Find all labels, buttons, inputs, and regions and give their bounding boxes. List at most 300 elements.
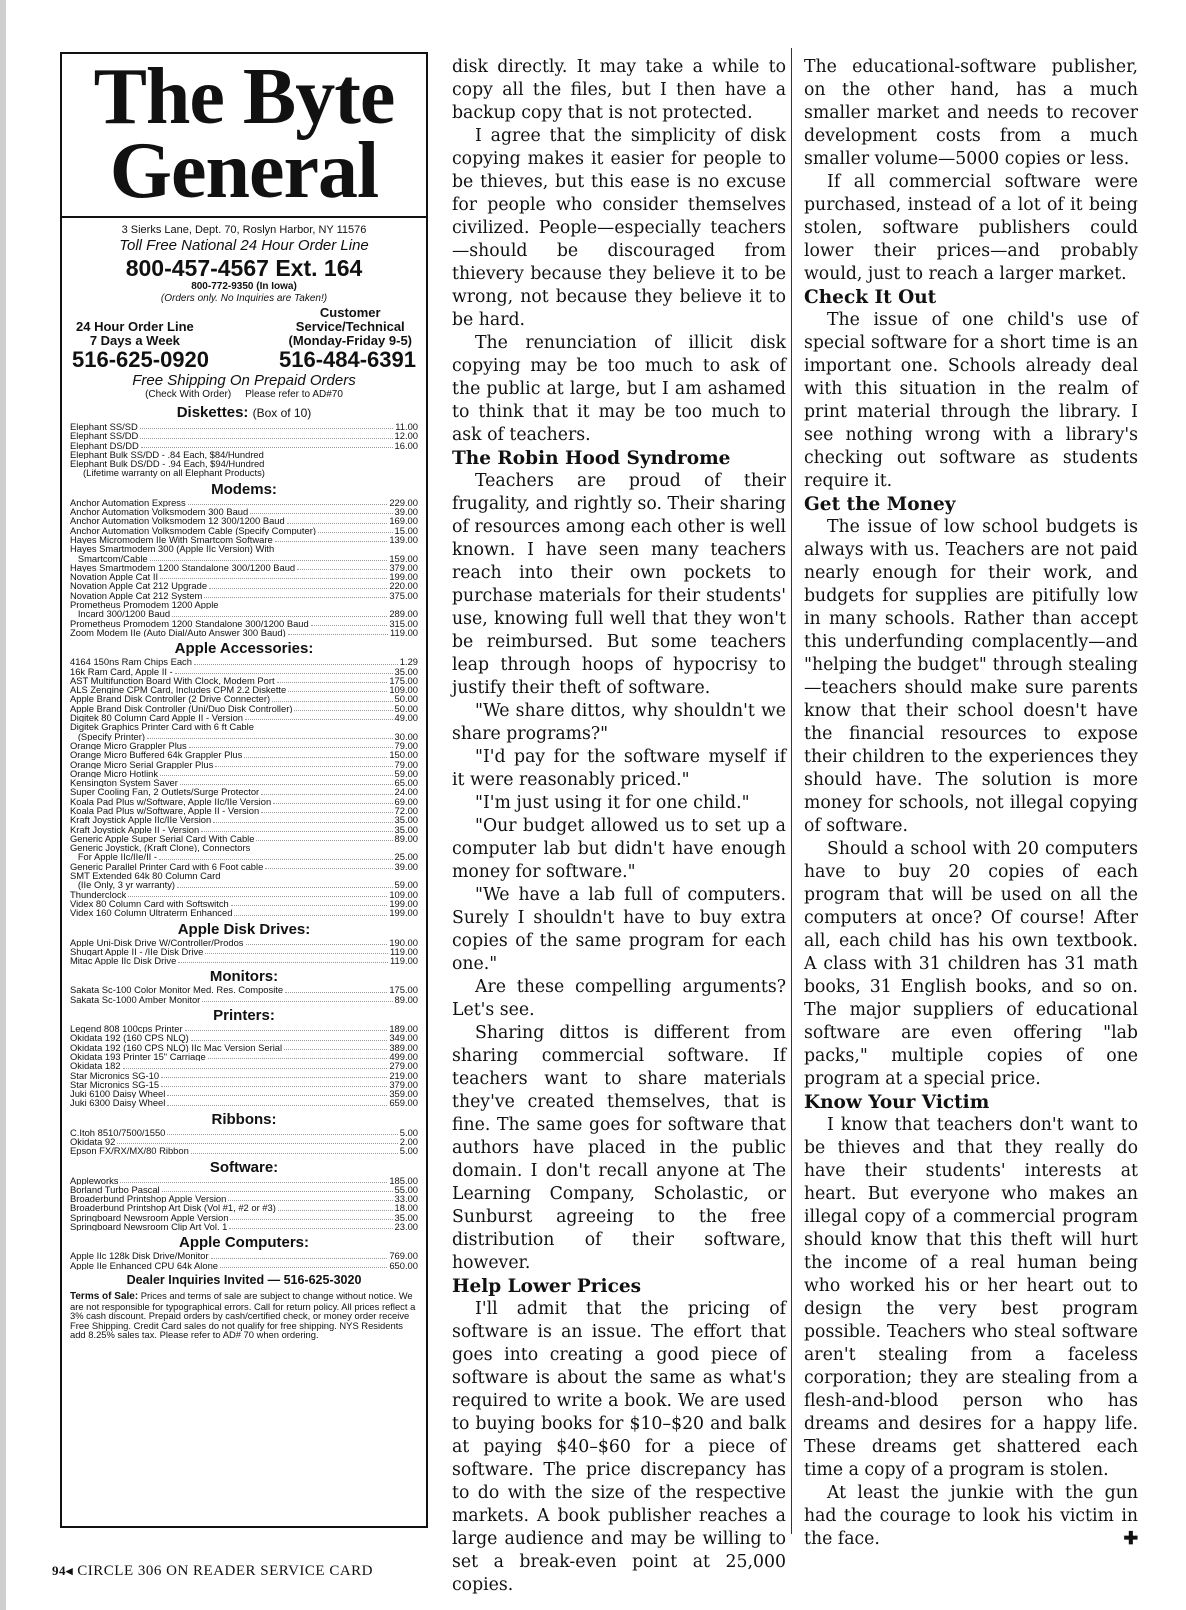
- price-list-item: [70, 890, 418, 899]
- leader-dots: [191, 1033, 388, 1040]
- leader-dots: [277, 676, 388, 683]
- ad-check-note: (Check With Order) Please refer to AD#70: [145, 389, 343, 400]
- item-price: 50.00: [394, 702, 418, 714]
- leader-dots: [285, 985, 387, 992]
- leader-dots: [141, 441, 393, 448]
- section-heading: [70, 968, 418, 985]
- item-name: SMT Extended 64k 80 Column Card: [70, 871, 221, 881]
- item-price: 12.00: [394, 430, 418, 442]
- section-heading: [70, 921, 418, 938]
- leader-dots: [162, 1185, 393, 1192]
- item-price: 79.00: [394, 739, 418, 751]
- service-label-2: Service/Technical: [295, 319, 405, 334]
- item-name: Generic Parallel Printer Card with 6 Foot cable: [70, 861, 264, 872]
- item-name: Springboard Newsroom Apple Version: [70, 1212, 229, 1223]
- item-name: Kensington System Saver: [70, 778, 178, 788]
- advertisement-box: [60, 52, 428, 1528]
- leader-dots: [256, 834, 392, 841]
- leader-dots: [160, 769, 392, 776]
- paragraph: "Our budget allowed us to set up a computer lab but didn't have enough money for software.": [452, 816, 786, 882]
- leader-dots: [213, 815, 392, 822]
- leader-dots: [140, 422, 393, 429]
- item-price: 25.00: [394, 851, 418, 863]
- item-name: Anchor Automation Express: [70, 497, 186, 508]
- price-list-item: [70, 880, 418, 889]
- leader-dots: [178, 956, 388, 963]
- price-list-item: [70, 995, 418, 1004]
- item-name: Digitek Graphics Printer Card with 6 ft Cable: [70, 722, 254, 732]
- price-list-item: [70, 778, 418, 787]
- price-list-item: [70, 722, 418, 731]
- item-name: Epson FX/RX/MX/80 Ribbon: [70, 1146, 189, 1156]
- leader-dots: [275, 535, 388, 542]
- price-list-item: [70, 1024, 418, 1033]
- price-list-item: [70, 507, 418, 516]
- price-list-item: [70, 676, 418, 685]
- item-price: 35.00: [394, 665, 418, 677]
- item-price: 18.00: [394, 1202, 418, 1214]
- ad-title-line-2: General: [109, 127, 379, 215]
- ad-dealer-inquiries: Dealer Inquiries Invited — 516-625-3020: [126, 1272, 362, 1287]
- section-heading: [70, 1234, 418, 1251]
- price-list-item: [70, 713, 418, 722]
- item-price: 315.00: [389, 617, 418, 629]
- item-name: Apple Uni-Disk Drive W/Controller/Prodos: [70, 937, 244, 947]
- item-price: 169.00: [389, 515, 418, 527]
- leader-dots: [180, 778, 393, 785]
- leader-dots: [294, 704, 392, 711]
- service-label-1: Customer: [319, 305, 381, 320]
- leader-dots: [123, 1061, 388, 1068]
- ad-lines-labels: [70, 306, 418, 348]
- item-name: Kraft Joystick Apple IIc/IIe Version: [70, 815, 212, 825]
- item-name: Hayes Smartmodem 1200 Standalone 300/1200 Baud: [70, 562, 296, 573]
- price-list-item: [70, 1194, 418, 1203]
- ad-service-label: [288, 306, 412, 348]
- item-price: 35.00: [394, 823, 418, 835]
- price-list-item: [70, 431, 418, 440]
- price-list-item: [70, 1213, 418, 1222]
- paragraph: disk directly. It may take a while to copy all the files, but I then have a backup copy that is not protected.: [452, 57, 786, 123]
- column-divider: [791, 48, 792, 1534]
- leader-dots: [261, 787, 392, 794]
- leader-dots: [175, 667, 393, 674]
- item-name: Appleworks: [70, 1175, 119, 1185]
- item-name: For Apple IIc/IIe/II -: [70, 852, 158, 862]
- item-name: Elephant Bulk DS/DD - .94 Each, $94/Hundred: [70, 459, 265, 469]
- price-list-item: [70, 694, 418, 703]
- price-list-item: [70, 572, 418, 581]
- item-name: Apple IIe Enhanced CPU 64k Alone: [70, 1260, 219, 1270]
- leader-dots: [228, 1194, 392, 1201]
- item-name: Juki 6300 Daisy Wheel: [70, 1098, 166, 1108]
- price-list-item: [70, 732, 418, 741]
- price-list-item: [70, 806, 418, 815]
- item-price: 89.00: [394, 832, 418, 844]
- page-edge: [0, 0, 6, 1610]
- section-heading: Know Your Victim: [804, 1092, 990, 1113]
- section-heading: [70, 404, 418, 422]
- price-list-item: [70, 1176, 418, 1185]
- price-list-item: [70, 459, 418, 468]
- price-list-item: [70, 899, 418, 908]
- price-list-item: [70, 1052, 418, 1061]
- item-price: 119.00: [390, 945, 418, 957]
- terms-text: Prices and terms of sale are subject to change without notice. We are not responsible for typographical errors. Call for return policy. All prices reflect a 3% cash discount. Prepaid orders by cash/certified check, or money order receive Free Shipping. Credit Card sales do not qualify for free shipping. NYS Residents add 8.25% sales tax. Please refer to AD# 70 when ordering.: [70, 1289, 416, 1341]
- paragraph: "We have a lab full of computers. Surely I shouldn't have to buy extra copies of the same program for each one.": [452, 885, 786, 974]
- item-price: 650.00: [389, 1259, 418, 1271]
- item-name: Apple Brand Disk Controller (2 Drive Connecter): [70, 694, 271, 704]
- page-arrow: ◂: [66, 1563, 74, 1578]
- price-list-item: [70, 956, 418, 965]
- ad-title-divider: [62, 216, 426, 218]
- section-heading-text: Software:: [209, 1158, 279, 1176]
- item-price: 89.00: [394, 993, 418, 1005]
- item-name: Hayes Smartmodem 300 (Apple IIc Version) With: [70, 544, 275, 554]
- leader-dots: [201, 825, 392, 832]
- item-price: 2.00: [399, 1136, 418, 1147]
- price-list-item: [70, 544, 418, 553]
- price-list-item: [70, 1061, 418, 1070]
- leader-dots: [273, 797, 392, 804]
- paragraph: The issue of low school budgets is always with us. Teachers are not paid nearly enough for their work, and budgets for supplies are pitifully low in many schools. Rather than accept this underfunding complacently—and "helping the budget" through stealing—teachers should make sure parents know that their school doesn't have the financial resources to expose their children to the experiences they should have. The solution is more money for schools, not illegal copying of software.: [804, 517, 1138, 836]
- item-price: 23.00: [394, 1221, 418, 1233]
- price-list-item: [70, 1071, 418, 1080]
- section-heading-text: Apple Disk Drives:: [177, 920, 311, 938]
- item-price: 109.00: [389, 684, 418, 696]
- item-price: 349.00: [389, 1032, 418, 1044]
- price-list-item: [70, 685, 418, 694]
- section-heading: [70, 1159, 418, 1176]
- leader-dots: [288, 685, 387, 692]
- price-list-item: [70, 787, 418, 796]
- price-list-item: [70, 985, 418, 994]
- item-price: 79.00: [394, 758, 418, 770]
- item-price: 139.00: [389, 533, 418, 545]
- item-name: Borland Turbo Pascal: [70, 1184, 160, 1195]
- item-price: 185.00: [389, 1174, 418, 1186]
- price-list-item: [70, 825, 418, 834]
- leader-dots: [246, 938, 388, 945]
- leader-dots: [297, 563, 387, 570]
- leader-dots: [189, 741, 393, 748]
- end-mark-icon: ✚: [1123, 1529, 1138, 1549]
- price-list-item: [70, 422, 418, 431]
- price-list-item: [70, 704, 418, 713]
- leader-dots: [159, 852, 393, 859]
- paragraph: "I'm just using it for one child.": [475, 793, 750, 813]
- reader-service-text: CIRCLE 306 ON READER SERVICE CARD: [77, 1563, 374, 1579]
- item-name: Anchor Automation Volksmodem 300 Baud: [70, 507, 249, 517]
- section-heading: [70, 481, 418, 498]
- leader-dots: [161, 1071, 387, 1078]
- price-list-item: [70, 1222, 418, 1231]
- paragraph: I'll admit that the pricing of software is an issue. The effort that goes into creating a good piece of software is about the same as what's required to write a book. We are used to buying books for $10–$20 and balk at paying $40–$60 for a piece of software. The price discrepancy has to do with the size of the respective markets. A book publisher reaches a large audience and may be willing to set a break-even point at 25,000 copies.: [452, 1299, 786, 1595]
- item-price: 33.00: [394, 1193, 418, 1205]
- item-price: 24.00: [394, 786, 418, 798]
- price-list-item: [70, 1185, 418, 1194]
- item-price: 65.00: [394, 777, 418, 789]
- section-heading: Check It Out: [804, 287, 937, 308]
- item-name: Mitac Apple IIc Disk Drive: [70, 956, 177, 966]
- paragraph: Sharing dittos is different from sharing commercial software. If teachers want to share materials they've created themselves, that is fine. The same goes for software that authors have placed in the public domain. I don't recall anyone at The Learning Company, Scholastic, or Sunburst agreeing to the free distribution of their software, however.: [452, 1023, 786, 1273]
- leader-dots: [172, 609, 387, 616]
- item-name: Videx 80 Column Card with Softswitch: [70, 898, 229, 909]
- price-list-item: [70, 843, 418, 852]
- price-list-item: [70, 769, 418, 778]
- item-name: Orange Micro Serial Grappler Plus: [70, 759, 214, 769]
- item-price: 389.00: [389, 1041, 418, 1053]
- item-name: Sakata Sc-1000 Amber Monitor: [70, 994, 201, 1005]
- item-price: 359.00: [389, 1088, 418, 1100]
- price-list-item: [70, 947, 418, 956]
- leader-dots: [147, 732, 393, 739]
- leader-dots: [288, 628, 388, 635]
- article-column-1: [452, 56, 786, 1597]
- item-price: 229.00: [389, 496, 418, 508]
- leader-dots: [140, 431, 392, 438]
- price-list-item: [70, 516, 418, 525]
- ad-phone-service: 516-484-6391: [278, 347, 416, 372]
- leader-dots: [318, 526, 393, 533]
- item-name: Legend 808 100cps Printer: [70, 1024, 183, 1034]
- price-list-item: [70, 468, 418, 477]
- section-subheading: (Box of 10): [252, 406, 312, 420]
- price-list: [70, 1251, 418, 1270]
- price-list-item: [70, 1043, 418, 1052]
- price-list-item: [70, 657, 418, 666]
- price-list-item: [70, 535, 418, 544]
- item-name: 4164 150ns Ram Chips Each: [70, 657, 192, 667]
- price-list-item: [70, 1137, 418, 1146]
- item-name: Incard 300/1200 Baud: [70, 609, 171, 619]
- item-name: (Lifetime warranty on all Elephant Products): [70, 468, 265, 478]
- item-name: AST Multifunction Board With Clock, Modem Port: [70, 675, 275, 686]
- leader-dots: [287, 516, 388, 523]
- leader-dots: [265, 862, 392, 869]
- item-price: 1.29: [399, 656, 418, 668]
- terms-label: Terms of Sale:: [70, 1290, 139, 1302]
- price-list-item: [70, 1251, 418, 1260]
- item-price: 119.00: [390, 626, 418, 638]
- item-price: 59.00: [394, 767, 418, 779]
- price-list-item: [70, 667, 418, 676]
- item-name: 16k Ram Card, Apple II -: [70, 666, 173, 676]
- item-name: Orange Micro Buffered 64k Grappler Plus: [70, 750, 243, 760]
- item-name: ALS Zengine CPM Card, Includes CPM 2.2 Diskette: [70, 685, 287, 695]
- price-list-item: [70, 938, 418, 947]
- price-list-item: [70, 628, 418, 637]
- item-price: 119.00: [390, 955, 418, 967]
- price-list-item: [70, 609, 418, 618]
- price-list-item: [70, 600, 418, 609]
- ad-phone-iowa: 800-772-9350 (In Iowa): [191, 281, 297, 292]
- leader-dots: [208, 1052, 388, 1059]
- item-price: 30.00: [394, 730, 418, 742]
- item-name: Anchor Automation Volksmodem 12 300/1200 Baud: [70, 516, 285, 526]
- order-line-label-1: 24 Hour Order Line: [76, 319, 194, 334]
- item-name: Elephant Bulk SS/DD - .84 Each, $84/Hundred: [70, 449, 264, 460]
- section-heading-text: Modems:: [211, 480, 277, 498]
- leader-dots: [229, 1222, 392, 1229]
- section-heading-text: Printers:: [213, 1007, 275, 1025]
- item-price: 11.00: [395, 421, 418, 432]
- item-price: 189.00: [389, 1023, 418, 1035]
- ad-title: [70, 53, 418, 215]
- price-list-item: [70, 815, 418, 824]
- ad-price-list: [70, 404, 418, 1270]
- item-price: 49.00: [394, 712, 418, 724]
- leader-dots: [231, 899, 388, 906]
- item-name: C.Itoh 8510/7500/1550: [70, 1127, 166, 1137]
- leader-dots: [261, 806, 392, 813]
- price-list: [70, 985, 418, 1004]
- ad-tollfree-label: Toll Free National 24 Hour Order Line: [119, 237, 369, 254]
- price-list: [70, 422, 418, 478]
- price-list-item: [70, 1098, 418, 1107]
- page-footer: [52, 1563, 373, 1580]
- price-list-item: [70, 441, 418, 450]
- item-price: 5.00: [399, 1126, 418, 1138]
- item-name: Elephant SS/SD: [70, 422, 138, 432]
- item-name: Okidata 192 (160 CPS NLQ) IIc Mac Version Serial: [70, 1042, 283, 1052]
- item-name: Sakata Sc-100 Color Monitor Med. Res. Composite: [70, 985, 284, 995]
- price-list-item: [70, 581, 418, 590]
- paragraph: The issue of one child's use of special software for a short time is an important one. Schools already deal with this situation in the realm of print material through the library. I see nothing wrong with a library's checking out software as students require it.: [804, 310, 1138, 491]
- paragraph: I know that teachers don't want to be thieves and that they really do have their students' interests at heart. But everyone who makes an illegal copy of a commercial program should know that this theft will hurt the income of a real human being who worked his or her heart out to design the very best program possible. Teachers who steal software aren't stealing from a faceless corporation; they are stealing from a flesh-and-blood person who has dreams and desires for a happy life. These dreams get shattered each time a copy of a program is stolen.: [804, 1115, 1138, 1480]
- section-heading-text: Ribbons:: [211, 1110, 277, 1128]
- price-list-item: [70, 591, 418, 600]
- item-name: Hayes Micromodem IIe With Smartcom Software: [70, 534, 273, 545]
- price-list-item: [70, 760, 418, 769]
- paragraph: The educational-software publisher, on the other hand, has a much smaller market and needs to recover development costs from a much smaller volume—5000 copies or less.: [804, 57, 1138, 169]
- item-name: Videx 160 Column Ultraterm Enhanced: [70, 908, 233, 918]
- price-list: [70, 1176, 418, 1232]
- leader-dots: [278, 1203, 393, 1210]
- price-list-item: [70, 797, 418, 806]
- item-name: Elephant DS/DD: [70, 440, 139, 450]
- price-list-item: [70, 1033, 418, 1042]
- leader-dots: [194, 657, 398, 664]
- item-name: Broaderbund Printshop Art Disk (Vol #1, #2 or #3): [70, 1203, 276, 1213]
- price-list-item: [70, 1203, 418, 1212]
- item-name: Novation Apple Cat II: [70, 572, 159, 582]
- ad-phone-main: 800-457-4567 Ext. 164: [125, 255, 363, 281]
- leader-dots: [202, 995, 392, 1002]
- item-name: Koala Pad Plus w/Software, Apple IIc/IIe Version: [70, 796, 272, 806]
- item-name: Apple IIc 128k Disk Drive/Monitor: [70, 1251, 209, 1261]
- item-price: 219.00: [389, 1069, 418, 1081]
- page-number: 94: [52, 1563, 66, 1578]
- leader-dots: [311, 619, 388, 626]
- price-list: [70, 657, 418, 917]
- service-label-3: (Monday-Friday 9-5): [288, 333, 412, 348]
- price-list-item: [70, 1261, 418, 1270]
- item-name: Orange Micro Grappler Plus: [70, 740, 187, 751]
- leader-dots: [234, 908, 387, 915]
- leader-dots: [272, 694, 392, 701]
- item-name: Orange Micro Hotlink: [70, 768, 159, 779]
- item-name: Shugart Apple II - /IIe Disk Drive: [70, 946, 204, 957]
- leader-dots: [204, 591, 387, 598]
- item-price: 16.00: [394, 439, 418, 451]
- item-name: Okidata 182: [70, 1061, 121, 1071]
- price-list-item: [70, 852, 418, 861]
- item-price: 39.00: [394, 506, 418, 518]
- item-price: 35.00: [394, 1211, 418, 1223]
- leader-dots: [245, 713, 393, 720]
- item-name: Novation Apple Cat 212 Upgrade: [70, 581, 208, 591]
- item-name: (Specify Printer): [70, 731, 146, 741]
- order-line-label-2: 7 Days a Week: [89, 333, 180, 348]
- item-name: Prometheus Promodem 1200 Standalone 300/1200 Baud: [70, 618, 309, 628]
- item-price: 769.00: [389, 1250, 418, 1262]
- leader-dots: [220, 1261, 387, 1268]
- item-name: Anchor Automation Volksmodem Cable (Specify Computer): [70, 525, 316, 535]
- price-list-item: [70, 1146, 418, 1155]
- item-price: 55.00: [394, 1183, 418, 1195]
- item-name: Juki 6100 Daisy Wheel: [70, 1089, 166, 1099]
- item-name: Super Cooling Fan, 2 Outlets/Surge Protector: [70, 787, 260, 797]
- price-list-item: [70, 834, 418, 843]
- item-price: 35.00: [394, 814, 418, 826]
- section-heading: Get the Money: [804, 494, 956, 515]
- item-price: 379.00: [389, 1078, 418, 1090]
- ad-phones-row: [70, 348, 418, 372]
- item-price: 220.00: [389, 580, 418, 592]
- item-price: 375.00: [389, 589, 418, 601]
- price-list: [70, 1024, 418, 1108]
- paragraph: "I'd pay for the software myself if it were reasonably priced.": [452, 747, 786, 790]
- ad-phone-order: 516-625-0920: [72, 347, 210, 372]
- leader-dots: [250, 507, 392, 514]
- item-price: 190.00: [389, 936, 418, 948]
- leader-dots: [161, 1080, 387, 1087]
- item-name: Elephant SS/DD: [70, 431, 139, 441]
- item-price: 59.00: [394, 879, 418, 891]
- leader-dots: [167, 1128, 397, 1135]
- section-heading: [70, 1007, 418, 1024]
- price-list-item: [70, 871, 418, 880]
- paragraph: At least the junkie with the gun had the courage to look his victim in the face. ✚: [804, 1483, 1138, 1549]
- price-list: [70, 498, 418, 637]
- section-heading-text: Apple Computers:: [178, 1234, 309, 1252]
- leader-dots: [205, 947, 388, 954]
- item-price: 50.00: [394, 693, 418, 705]
- leader-dots: [209, 581, 387, 588]
- item-name: Generic Apple Super Serial Card With Cable: [70, 833, 255, 844]
- price-list-item: [70, 750, 418, 759]
- ad-address: 3 Sierks Lane, Dept. 70, Roslyn Harbor, NY 11576: [121, 224, 367, 236]
- price-list-item: [70, 741, 418, 750]
- article-column-2: [804, 56, 1138, 1551]
- ad-free-shipping: Free Shipping On Prepaid Orders: [132, 372, 356, 389]
- leader-dots: [120, 1176, 387, 1183]
- leader-dots: [128, 890, 387, 897]
- price-list-item: [70, 619, 418, 628]
- item-price: 499.00: [389, 1050, 418, 1062]
- leader-dots: [167, 1098, 387, 1105]
- item-name: Springboard Newsroom Clip Art Vol. 1: [70, 1222, 228, 1232]
- item-price: 199.00: [389, 571, 418, 583]
- leader-dots: [215, 760, 392, 767]
- section-heading-text: Diskettes:: [176, 404, 249, 421]
- price-list-item: [70, 526, 418, 535]
- item-name: Broaderbund Printshop Apple Version: [70, 1194, 227, 1204]
- item-name: Kraft Joystick Apple II - Version: [70, 824, 200, 834]
- item-name: Koala Pad Plus w/Software, Apple II - Version: [70, 805, 260, 816]
- leader-dots: [191, 1146, 398, 1153]
